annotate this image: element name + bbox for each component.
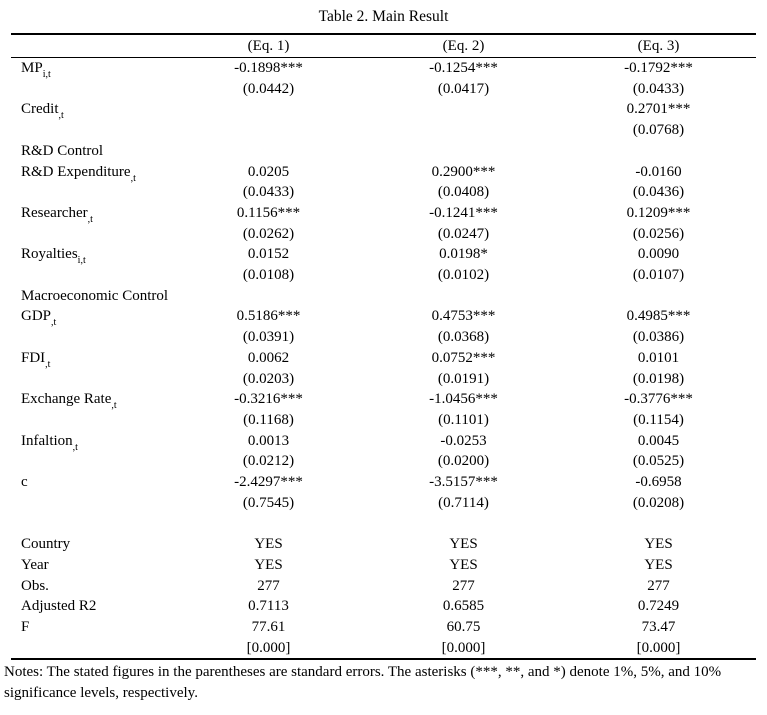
cell-value: -0.0253 — [440, 432, 487, 449]
cell-value: 0.2900*** — [431, 163, 496, 180]
table-row — [11, 327, 756, 348]
row-label-subscript: ,t — [87, 213, 93, 225]
cell-value — [366, 141, 561, 162]
table-row — [11, 451, 756, 472]
cell-value: 0.0090 — [637, 246, 680, 263]
results-table — [11, 33, 756, 660]
row-label-subscript: ,t — [51, 317, 57, 329]
table-row — [11, 203, 756, 224]
row-label — [11, 638, 171, 660]
cell-value: 0.0152 — [247, 246, 290, 263]
cell-value: 0.0101 — [637, 349, 680, 366]
table-row — [11, 306, 756, 327]
cell-value: (0.0417) — [437, 80, 490, 97]
table-row — [11, 389, 756, 410]
cell-value: 0.0198* — [439, 246, 488, 263]
cell-value — [366, 513, 561, 534]
cell-value: (0.0107) — [632, 267, 685, 284]
cell-value — [366, 286, 561, 307]
cell-value: 0.0045 — [637, 432, 680, 449]
cell-value: (0.0208) — [632, 494, 685, 511]
cell-value: 0.7249 — [637, 598, 680, 615]
cell-value: 0.1209*** — [626, 204, 691, 221]
table-title: Table 2. Main Result — [318, 8, 449, 25]
cell-value: (0.0433) — [242, 184, 295, 201]
cell-value: (0.0198) — [632, 370, 685, 387]
row-label: Credit$_{,t}$ — [21, 101, 64, 122]
cell-value: -2.4297*** — [234, 474, 303, 491]
row-label-subscript: i,t — [77, 255, 86, 267]
row-label: Year — [21, 556, 49, 573]
row-label: Exchange Rate$_{,t}$ — [21, 391, 117, 412]
cell-value — [171, 141, 366, 162]
row-label — [11, 493, 171, 514]
row-label: $GDP_{,t}$ — [21, 308, 57, 329]
cell-value: (0.0262) — [242, 225, 295, 242]
row-label — [11, 182, 171, 203]
cell-value: (0.0191) — [437, 370, 490, 387]
cell-value: -0.6958 — [635, 474, 682, 491]
cell-value: (0.0386) — [632, 329, 685, 346]
cell-value: -0.3776*** — [624, 391, 693, 408]
cell-value: -0.3216*** — [234, 391, 303, 408]
cell-value: (0.0442) — [242, 80, 295, 97]
section-header-row — [11, 286, 756, 307]
table-row — [11, 224, 756, 245]
table-row — [11, 182, 756, 203]
table-row — [11, 265, 756, 286]
cell-value: -1.0456*** — [429, 391, 498, 408]
row-label — [11, 451, 171, 472]
cell-value: 277 — [647, 577, 670, 594]
cell-value: (0.1154) — [633, 411, 684, 428]
cell-value: -0.1241*** — [429, 204, 498, 221]
cell-value: 277 — [452, 577, 475, 594]
cell-value: (0.0391) — [242, 329, 295, 346]
cell-value: -0.1792*** — [624, 60, 693, 76]
row-label — [11, 120, 171, 141]
row-label: R&D Expenditure$_{,t}$ — [21, 163, 136, 184]
cell-value — [171, 99, 366, 120]
table-row — [11, 162, 756, 183]
table-notes: Notes: The stated figures in the parentheses are standard errors. The asterisks (***, **, and *) denote 1%, 5%, and 10% significance levels, respectively. — [4, 664, 722, 702]
row-label: F — [21, 618, 30, 635]
row-label-subscript: ,t — [72, 441, 78, 453]
row-label — [11, 327, 171, 348]
cell-value: 0.5186*** — [236, 308, 301, 325]
table-row — [11, 472, 756, 493]
cell-value: 0.0013 — [247, 432, 290, 449]
cell-value: YES — [449, 556, 478, 573]
table-row — [11, 493, 756, 514]
row-label — [11, 265, 171, 286]
cell-value: 0.0205 — [247, 163, 290, 180]
cell-value: -0.0160 — [635, 163, 682, 180]
cell-value — [561, 513, 756, 534]
row-label-subscript: i,t — [42, 69, 51, 80]
table-row — [11, 79, 756, 100]
row-label-subscript: ,t — [45, 358, 51, 370]
row-label-subscript: ,t — [130, 172, 136, 184]
cell-value: YES — [449, 536, 478, 553]
cell-value: 0.1156*** — [236, 204, 301, 221]
row-label: $MP_{i,t}$ — [21, 60, 51, 80]
table-row — [11, 99, 756, 120]
row-label — [11, 369, 171, 390]
column-header-eq3: (Eq. 3) — [561, 34, 756, 58]
cell-value: (0.0102) — [437, 267, 490, 284]
cell-value: (0.0768) — [632, 122, 685, 139]
row-label: Royalties$_{i,t}$ — [21, 246, 86, 267]
cell-value: 0.0752*** — [431, 349, 496, 366]
table-row — [11, 555, 756, 576]
cell-value: -0.1898*** — [234, 60, 303, 76]
section-label: R&D Control — [21, 142, 104, 159]
section-header-row — [11, 141, 756, 162]
cell-value: 0.7113 — [248, 598, 289, 615]
cell-value: [0.000] — [246, 639, 291, 656]
cell-value: (0.0200) — [437, 453, 490, 470]
row-label: Obs. — [21, 577, 49, 594]
table-row — [11, 617, 756, 638]
table-row — [11, 120, 756, 141]
row-label — [11, 513, 171, 534]
table-row — [11, 58, 756, 79]
table-row — [11, 244, 756, 265]
table-body — [11, 58, 756, 660]
cell-value: YES — [644, 556, 673, 573]
cell-value: (0.1168) — [243, 411, 294, 428]
cell-value: YES — [644, 536, 673, 553]
table-row — [11, 534, 756, 555]
column-header-eq1: (Eq. 1) — [171, 34, 366, 58]
table-row — [11, 576, 756, 597]
row-label — [11, 224, 171, 245]
cell-value: YES — [254, 536, 283, 553]
cell-value: (0.0525) — [632, 453, 685, 470]
cell-value — [561, 286, 756, 307]
table-row — [11, 369, 756, 390]
cell-value: (0.0247) — [437, 225, 490, 242]
row-label — [11, 410, 171, 431]
cell-value: 0.4985*** — [626, 308, 691, 325]
cell-value — [561, 141, 756, 162]
cell-value: (0.0108) — [242, 267, 295, 284]
cell-value — [366, 99, 561, 120]
row-label: Adjusted R2 — [21, 598, 97, 615]
cell-value — [171, 120, 366, 141]
cell-value: -0.1254*** — [429, 60, 498, 76]
cell-value: 77.61 — [251, 618, 286, 635]
row-label-subscript: ,t — [58, 110, 64, 122]
row-label — [11, 79, 171, 100]
row-label: Researcher$_{,t}$ — [21, 204, 93, 225]
cell-value: (0.7545) — [242, 494, 295, 511]
cell-value — [366, 120, 561, 141]
row-label: Infaltion$_{,t}$ — [21, 432, 78, 453]
cell-value: (0.1101) — [438, 411, 489, 428]
cell-value: (0.0436) — [632, 184, 685, 201]
row-label: $FDI_{,t}$ — [21, 349, 51, 370]
table-row — [11, 431, 756, 452]
cell-value: (0.0256) — [632, 225, 685, 242]
cell-value: YES — [254, 556, 283, 573]
table-row — [11, 410, 756, 431]
cell-value: (0.0408) — [437, 184, 490, 201]
column-header-eq2: (Eq. 2) — [366, 34, 561, 58]
row-label: c — [21, 474, 28, 491]
cell-value: 0.2701*** — [626, 101, 691, 118]
cell-value: -3.5157*** — [429, 474, 498, 491]
row-label-subscript: ,t — [111, 400, 117, 412]
header-row — [11, 34, 756, 58]
cell-value: 0.6585 — [442, 598, 485, 615]
table-row — [11, 596, 756, 617]
cell-value: (0.7114) — [438, 494, 489, 511]
cell-value: 73.47 — [641, 618, 676, 635]
cell-value: (0.0433) — [632, 80, 685, 97]
cell-value: (0.0212) — [242, 453, 295, 470]
row-label: Country — [21, 536, 71, 553]
cell-value — [171, 286, 366, 307]
table-row — [11, 638, 756, 660]
section-label: Macroeconomic Control — [21, 287, 169, 304]
cell-value: (0.0203) — [242, 370, 295, 387]
cell-value: [0.000] — [636, 639, 681, 656]
cell-value: 60.75 — [446, 618, 481, 635]
header-empty-cell — [11, 34, 171, 58]
cell-value: 0.4753*** — [431, 308, 496, 325]
spacer-row — [11, 513, 756, 534]
cell-value — [171, 513, 366, 534]
cell-value: (0.0368) — [437, 329, 490, 346]
cell-value: [0.000] — [441, 639, 486, 656]
table-row — [11, 348, 756, 369]
cell-value: 277 — [257, 577, 280, 594]
cell-value: 0.0062 — [247, 349, 290, 366]
